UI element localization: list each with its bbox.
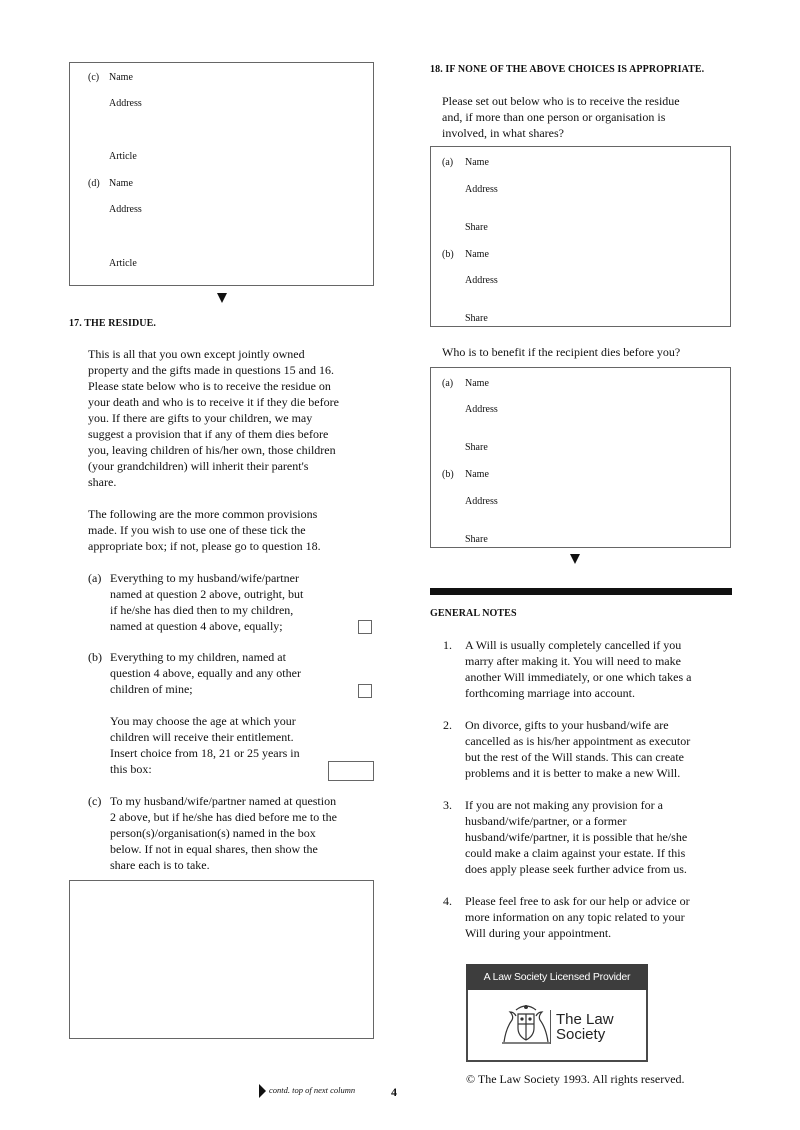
recipient-b-letter: (b) <box>442 249 454 260</box>
section-18-intro <box>442 93 732 141</box>
text-line: marry after making it. You will need to make <box>465 654 681 668</box>
text-line: To my husband/wife/partner named at question <box>110 794 337 808</box>
gift-c-letter: (c) <box>88 72 100 83</box>
text-line: Everything to my children, named at <box>110 650 286 664</box>
logo-name-line: The Law <box>556 1011 614 1028</box>
logo-organisation-name <box>556 1012 614 1042</box>
text-line: children of mine; <box>110 682 193 696</box>
text-line: share. <box>88 475 117 489</box>
logo-name-line: Society <box>556 1026 606 1043</box>
text-line: involved, in what shares? <box>442 126 564 140</box>
recipient-a-address-label: Address <box>465 184 498 195</box>
gift-c-address-label: Address <box>109 98 142 109</box>
substitute-recipients-box[interactable] <box>430 367 731 548</box>
note-number: 3. <box>443 798 452 812</box>
text-line: could make a claim against your estate. If this <box>465 846 686 860</box>
text-line: You may choose the age at which your <box>110 714 296 728</box>
general-note-1 <box>443 637 733 703</box>
text-line: The following are the more common provisions <box>88 507 318 521</box>
general-note-2 <box>443 717 733 783</box>
text-line: made. If you wish to use one of these tick the <box>88 523 306 537</box>
text-line: named at question 2 above, outright, but <box>110 587 304 601</box>
note-number: 4. <box>443 894 452 908</box>
text-line: 2 above, but if he/she has died before me to the <box>110 810 337 824</box>
text-line: Please set out below who is to receive the residue <box>442 94 680 108</box>
gift-c-name-label: Name <box>109 72 133 83</box>
law-society-licensed-provider-logo <box>466 964 648 1062</box>
substitute-b-name-label: Name <box>465 469 489 480</box>
text-line: property and the gifts made in questions 15 and 16. <box>88 363 334 377</box>
text-line: On divorce, gifts to your husband/wife are <box>465 718 669 732</box>
text-line: another Will immediately, or one which takes a <box>465 670 692 684</box>
text-line: question 4 above, equally and any other <box>110 666 301 680</box>
general-note-4 <box>443 893 733 943</box>
text-line: This is all that you own except jointly owned <box>88 347 305 361</box>
text-line: Please state below who is to receive the residue on <box>88 379 331 393</box>
residue-option-a <box>88 570 348 636</box>
recipient-b-name-label: Name <box>465 249 489 260</box>
text-line: this box: <box>110 762 152 776</box>
recipient-a-letter: (a) <box>442 157 454 168</box>
text-line: suggest a provision that if any of them dies before <box>88 427 329 441</box>
continue-down-arrow-icon <box>570 554 580 564</box>
substitute-b-address-label: Address <box>465 496 498 507</box>
text-line: below. If not in equal shares, then show the <box>110 842 318 856</box>
text-line: your death and who is to receive it if they die before <box>88 395 339 409</box>
residue-option-b <box>88 649 348 699</box>
substitute-a-name-label: Name <box>465 378 489 389</box>
text-line: forthcoming marriage into account. <box>465 686 635 700</box>
text-line: Everything to my husband/wife/partner <box>110 571 299 585</box>
text-line: If you are not making any provision for a <box>465 798 663 812</box>
option-letter: (c) <box>88 794 102 808</box>
text-line: A Will is usually completely cancelled if you <box>465 638 682 652</box>
substitute-b-share-label: Share <box>465 534 488 545</box>
continue-down-arrow-icon <box>217 293 227 303</box>
text-line: person(s)/organisation(s) named in the box <box>110 826 316 840</box>
section-18-heading: 18. IF NONE OF THE ABOVE CHOICES IS APPROPRIATE. <box>430 64 705 75</box>
copyright-notice: © The Law Society 1993. All rights reserved. <box>466 1072 685 1086</box>
text-line: and, if more than one person or organisation is <box>442 110 666 124</box>
option-a-checkbox[interactable] <box>358 620 372 634</box>
text-line: if he/she has died then to my children, <box>110 603 294 617</box>
text-line: cancelled as is his/her appointment as executor <box>465 734 691 748</box>
general-note-3 <box>443 797 733 879</box>
text-line: but the rest of the Will stands. This can create <box>465 750 685 764</box>
text-line: Will during your appointment. <box>465 926 612 940</box>
substitute-a-address-label: Address <box>465 404 498 415</box>
logo-divider <box>550 1010 551 1044</box>
text-line: you. If there are gifts to your children, we may <box>88 411 313 425</box>
gift-d-address-label: Address <box>109 204 142 215</box>
gift-details-box-c-d[interactable] <box>69 62 374 286</box>
gift-d-letter: (d) <box>88 178 100 189</box>
text-line: named at question 4 above, equally; <box>110 619 283 633</box>
recipient-a-name-label: Name <box>465 157 489 168</box>
text-line: Insert choice from 18, 21 or 25 years in <box>110 746 300 760</box>
gift-c-article-label: Article <box>109 151 137 162</box>
text-line: appropriate box; if not, please go to question 18. <box>88 539 321 553</box>
continued-note: contd. top of next column <box>269 1085 356 1095</box>
substitute-beneficiary-question: Who is to benefit if the recipient dies before you? <box>442 345 681 359</box>
text-line: children will receive their entitlement. <box>110 730 294 744</box>
option-b-checkbox[interactable] <box>358 684 372 698</box>
text-line: husband/wife/partner, or a former <box>465 814 627 828</box>
age-choice-text <box>110 713 340 777</box>
residue-recipients-box[interactable] <box>430 146 731 327</box>
substitute-b-letter: (b) <box>442 469 454 480</box>
text-line: more information on any topic related to your <box>465 910 685 924</box>
text-line: Please feel free to ask for our help or advice or <box>465 894 690 908</box>
residue-option-c <box>88 793 373 875</box>
section-17-common-provisions <box>88 506 378 554</box>
section-divider-bar <box>430 588 732 595</box>
continue-arrow-icon <box>259 1084 266 1098</box>
option-letter: (b) <box>88 650 102 664</box>
recipient-b-share-label: Share <box>465 313 488 324</box>
section-17-heading: 17. THE RESIDUE. <box>69 318 156 329</box>
gift-d-article-label: Article <box>109 258 137 269</box>
section-17-intro <box>88 346 378 490</box>
recipient-a-share-label: Share <box>465 222 488 233</box>
substitute-a-share-label: Share <box>465 442 488 453</box>
recipient-b-address-label: Address <box>465 275 498 286</box>
coat-of-arms-icon <box>496 1002 556 1046</box>
text-line: you, leaving children of his/her own, those children <box>88 443 336 457</box>
text-line: does apply please seek further advice from us. <box>465 862 687 876</box>
note-number: 2. <box>443 718 452 732</box>
text-line: problems and it is better to make a new Will. <box>465 766 681 780</box>
text-line: (your grandchildren) will inherit their parent's <box>88 459 309 473</box>
general-notes-heading: GENERAL NOTES <box>430 608 517 619</box>
text-line: husband/wife/partner, it is possible that he/she <box>465 830 688 844</box>
logo-band-text: A Law Society Licensed Provider <box>466 964 648 990</box>
substitute-a-letter: (a) <box>442 378 454 389</box>
gift-d-name-label: Name <box>109 178 133 189</box>
age-choice-input[interactable] <box>328 761 374 781</box>
option-letter: (a) <box>88 571 102 585</box>
page-number: 4 <box>391 1085 397 1099</box>
option-c-beneficiaries-box[interactable] <box>69 880 374 1039</box>
note-number: 1. <box>443 638 452 652</box>
text-line: share each is to take. <box>110 858 210 872</box>
